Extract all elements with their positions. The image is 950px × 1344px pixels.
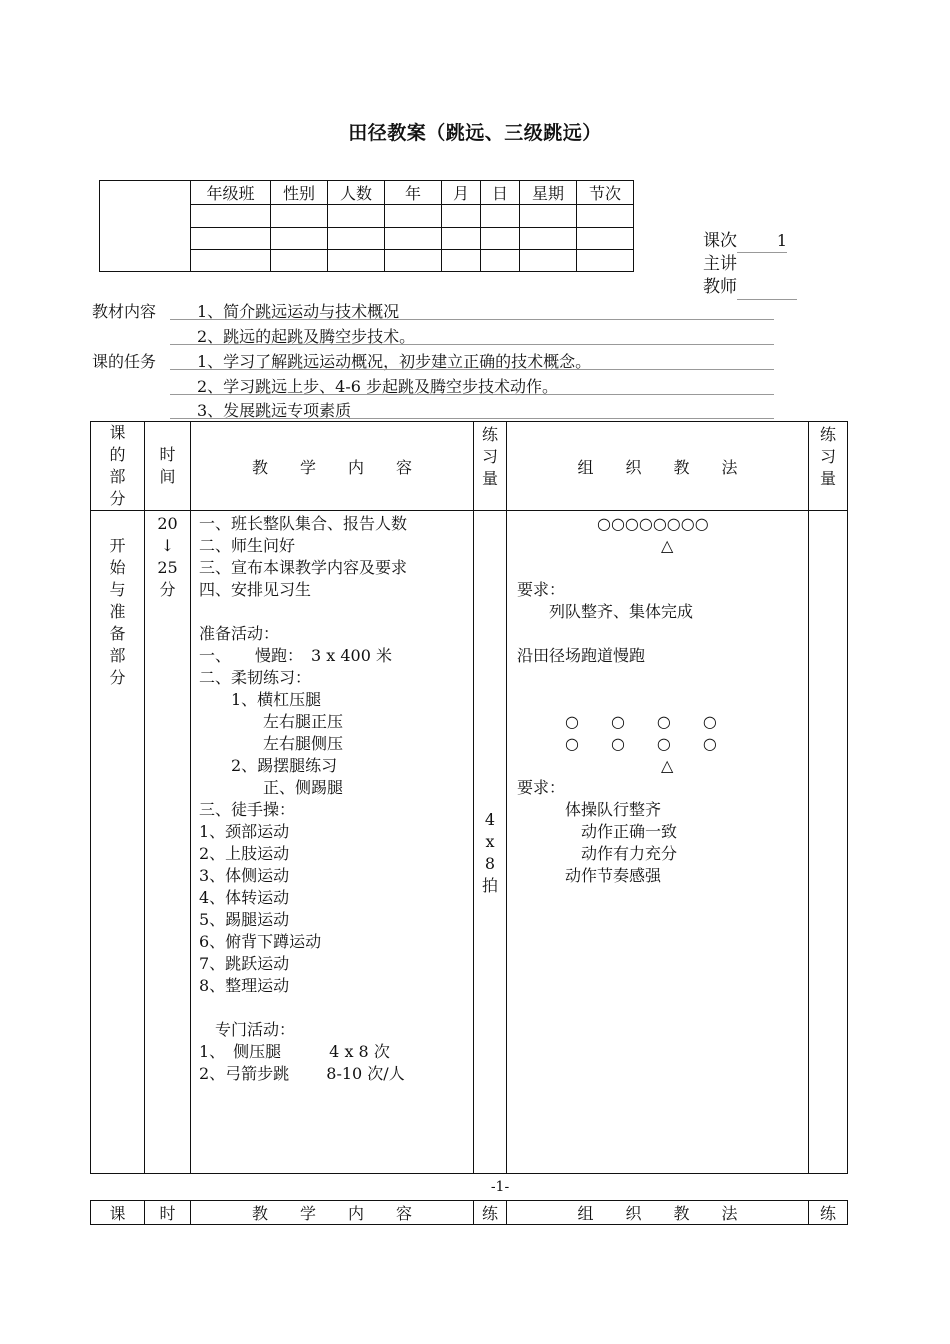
task-item: 2、学习跳远上步、4-6 步起跳及腾空步技术动作。 [197, 377, 559, 396]
info-cell[interactable] [577, 227, 634, 249]
info-cell[interactable] [328, 205, 385, 227]
header-col: 节次 [577, 181, 634, 205]
info-cell[interactable] [328, 227, 385, 249]
header-col: 年 [385, 181, 442, 205]
info-cell[interactable] [271, 205, 328, 227]
header-col: 性别 [271, 181, 328, 205]
info-cell[interactable] [385, 249, 442, 271]
next-header-organization: 组 织 教 法 [507, 1201, 809, 1225]
next-header-time: 时 [145, 1201, 191, 1225]
task-item: 1、学习了解跳远运动概况，初步建立正确的技术概念。 [197, 352, 592, 371]
blank-cell [100, 181, 191, 272]
material-item: 1、简介跳远运动与技术概况 [197, 302, 400, 321]
info-cell[interactable] [481, 249, 520, 271]
material-label: 教材内容 [92, 302, 157, 321]
header-organization: 组 织 教 法 [507, 422, 809, 511]
time-range: 20 ↓ 25 分 [145, 511, 191, 1174]
info-cell[interactable] [328, 249, 385, 271]
practice-amount: 4 x 8 拍 [474, 511, 507, 1174]
teaching-content: 一、班长整队集合、报告人数 二、师生问好 三、宣布本课教学内容及要求 四、安排见习生 准备活动： 一、 慢跑： 3 x 400 米 二、柔韧练习： 1、横杠压腿 左右腿正压 左右腿侧压 2、踢摆腿练习 正、侧踢腿 三、徒手操： 1、颈部运动 2、上肢运动 3、体侧运动 4、体转运动 5、踢腿运动 6、俯背下蹲运动 7、跳跃运动 8、整理运动 专门活动： 1、 侧压腿 4 x 8 次 2、弓箭步跳 8-10 次/人 [191, 511, 474, 1174]
next-header-practice: 练 [474, 1201, 507, 1225]
lesson-info [703, 229, 797, 300]
class-info-table [99, 180, 634, 272]
info-cell[interactable] [191, 205, 271, 227]
organization-method: ○○○○○○○○ △ 要求： 列队整齐、集体完成 沿田径场跑道慢跑 ○ ○ ○ ○ ○ ○ ○ ○ △ 要求： 体操队行整齐 动作正确一致 动作有力充分 动作节奏感强 [507, 511, 809, 1174]
info-cell[interactable] [385, 205, 442, 227]
lesson-plan-table [90, 421, 848, 1174]
info-cell[interactable] [271, 249, 328, 271]
page-number: -1- [490, 1179, 510, 1195]
material-item: 2、跳远的起跳及腾空步技术。 [197, 327, 416, 346]
info-cell[interactable] [442, 227, 481, 249]
tasks-label: 课的任务 [92, 352, 157, 371]
header-time: 时 间 [145, 422, 191, 511]
header-col: 月 [442, 181, 481, 205]
task-item: 3、发展跳远专项素质 [197, 401, 352, 420]
info-cell[interactable] [520, 227, 577, 249]
info-cell[interactable] [385, 227, 442, 249]
header-content: 教 学 内 容 [191, 422, 474, 511]
lesson-label: 课次 [703, 231, 737, 251]
header-part: 课 的 部 分 [91, 422, 145, 511]
info-cell[interactable] [191, 227, 271, 249]
info-cell[interactable] [481, 227, 520, 249]
next-header-practice-2: 练 [809, 1201, 848, 1225]
next-page-table-header [90, 1200, 848, 1225]
header-col: 年级班 [191, 181, 271, 205]
page-title: 田径教案（跳远、三级跳远） [348, 122, 602, 144]
info-cell[interactable] [520, 205, 577, 227]
info-cell[interactable] [577, 205, 634, 227]
info-cell[interactable] [442, 249, 481, 271]
next-header-content: 教 学 内 容 [191, 1201, 474, 1225]
part-name: 开 始 与 准 备 部 分 [91, 511, 145, 1174]
info-cell[interactable] [520, 249, 577, 271]
practice-amount-2 [809, 511, 848, 1174]
info-cell[interactable] [577, 249, 634, 271]
header-col: 人数 [328, 181, 385, 205]
teacher-label: 教师 [703, 277, 737, 297]
next-header-part: 课 [91, 1201, 145, 1225]
info-cell[interactable] [481, 205, 520, 227]
lesson-value: 1 [737, 229, 787, 253]
header-practice: 练 习 量 [474, 422, 507, 511]
info-cell[interactable] [271, 227, 328, 249]
header-practice-2: 练 习 量 [809, 422, 848, 511]
info-cell[interactable] [442, 205, 481, 227]
info-cell[interactable] [191, 249, 271, 271]
lecturer-label: 主讲 [703, 254, 737, 274]
header-col: 日 [481, 181, 520, 205]
header-col: 星期 [520, 181, 577, 205]
